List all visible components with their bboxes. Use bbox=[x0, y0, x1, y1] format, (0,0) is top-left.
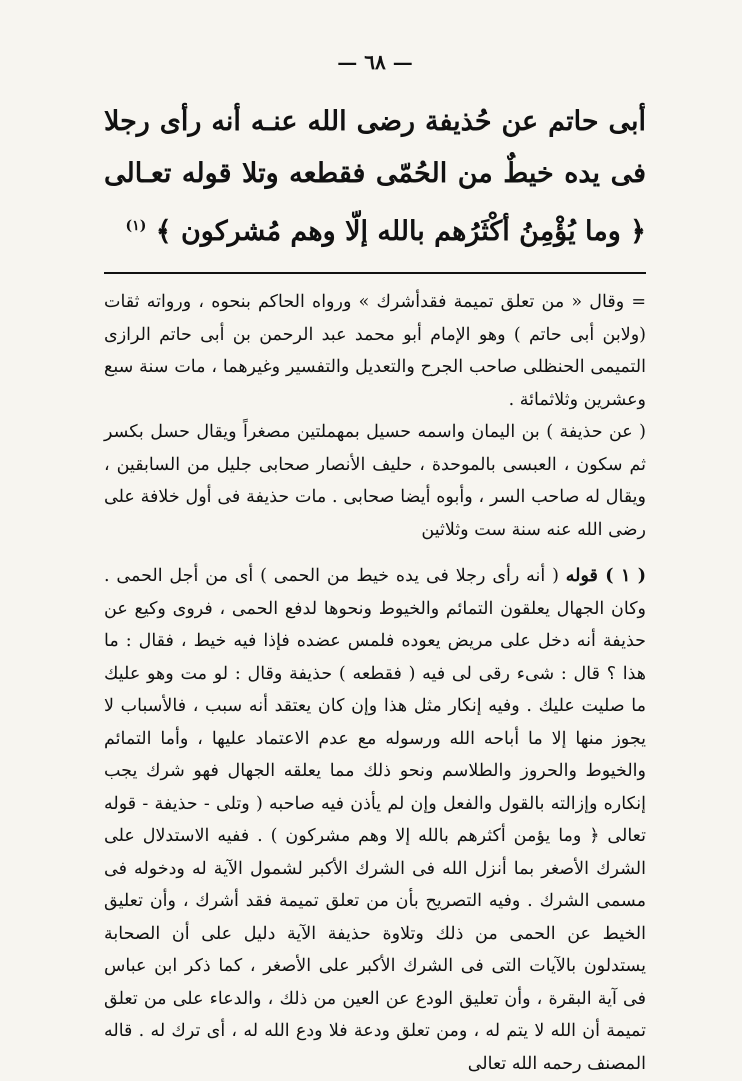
commentary-paragraph-3-text: ( أنه رأى رجلا فى يده خيط من الحمى ) أى من أجل الحمى . وكان الجهال يعلقون التمائم والخيوط ونحوها لدفع الحمى ، فروى وكيع عن حذيفة أنه دخل على مريض يعوده فلمس عضده فإذا فيه خيط ، فقال : ما هذا ؟ قال : شىء رقى لى فيه ( فقطعه ) حذيفة وقال : لو مت وهو عليك ما صليت عليك . وفيه إنكار مثل هذا وإن كان يعتقد أنه سبب ، فالأسباب لا يجوز منها إلا ما أباحه الله ورسوله مع عدم الاعتماد عليها ، وأما التمائم والخيوط والحروز والطلاسم ونحو ذلك مما يعلقه الجهال فهو شرك يجب إنكاره وإزالته بالقول والفعل وإن لم يأذن فيه صاحبه ( وتلى - حذيفة - قوله تعالى ﴿ وما يؤمن أكثرهم بالله إلا وهم مشركون ) . ففيه الاستدلال على الشرك الأصغر بما أنزل الله فى الشرك الأكبر لشمول الآية له ودخوله فى مسمى الشرك . وفيه التصريح بأن من تعلق تميمة فقد أشرك ، وأن تعليق الخيط عن الحمى من ذلك وتلاوة حذيفة الآية دليل على أن الصحابة يستدلون بالآيات التى فى الشرك الأكبر على الأصغر ، كما ذكر ابن عباس فى آية البقرة ، وأن تعليق الودع عن العين من ذلك ، والدعاء على من تعلق تميمة أن الله لا يتم له ، ومن تعلق ودعة فلا ودع الله له ، أى ترك له . قاله المصنف رحمه الله تعالى bbox=[104, 566, 646, 1074]
footnote-divider bbox=[104, 272, 646, 274]
commentary-paragraph-1: = وقال « من تعلق تميمة فقدأشرك » ورواه الحاكم بنحوه ، ورواته ثقات (ولابن أبى حاتم ) وهو الإمام أبو محمد عبد الرحمن بن أبى حاتم الرازى التميمى الحنظلى صاحب الجرح والتعديل والتفسير وغيرهما ، مات سنة سبع وعشرين وثلاثمائة . bbox=[104, 292, 646, 410]
commentary bbox=[104, 286, 646, 1080]
main-text bbox=[104, 96, 646, 258]
footnote-reference: ( ١ ) قوله bbox=[565, 566, 646, 586]
commentary-paragraph-3 bbox=[104, 560, 646, 1080]
footnote-marker: (١) bbox=[125, 218, 147, 234]
commentary-paragraph-2: ( عن حذيفة ) بن اليمان واسمه حسيل بمهملتين مصغراً ويقال حسل بكسر ثم سكون ، العبسى بالموحدة ، حليف الأنصار صحابى جليل من السابقين ، ويقال له صاحب السر ، وأبوه أيضا صحابى . مات حذيفة فى أول خلافة على رضى الله عنه سنة ست وثلاثين bbox=[104, 422, 646, 540]
page-number: — ٦٨ — bbox=[337, 50, 413, 74]
main-text-body: أبى حاتم عن حُذيفة رضى الله عنـه أنه رأى رجلا فى يده خيطٌ من الحُمّى فقطعه وتلا قوله تعـالى ﴿ وما يُؤْمِنُ أكْثَرُهم بالله إلّا وهم مُشركون ﴾ bbox=[104, 106, 646, 247]
